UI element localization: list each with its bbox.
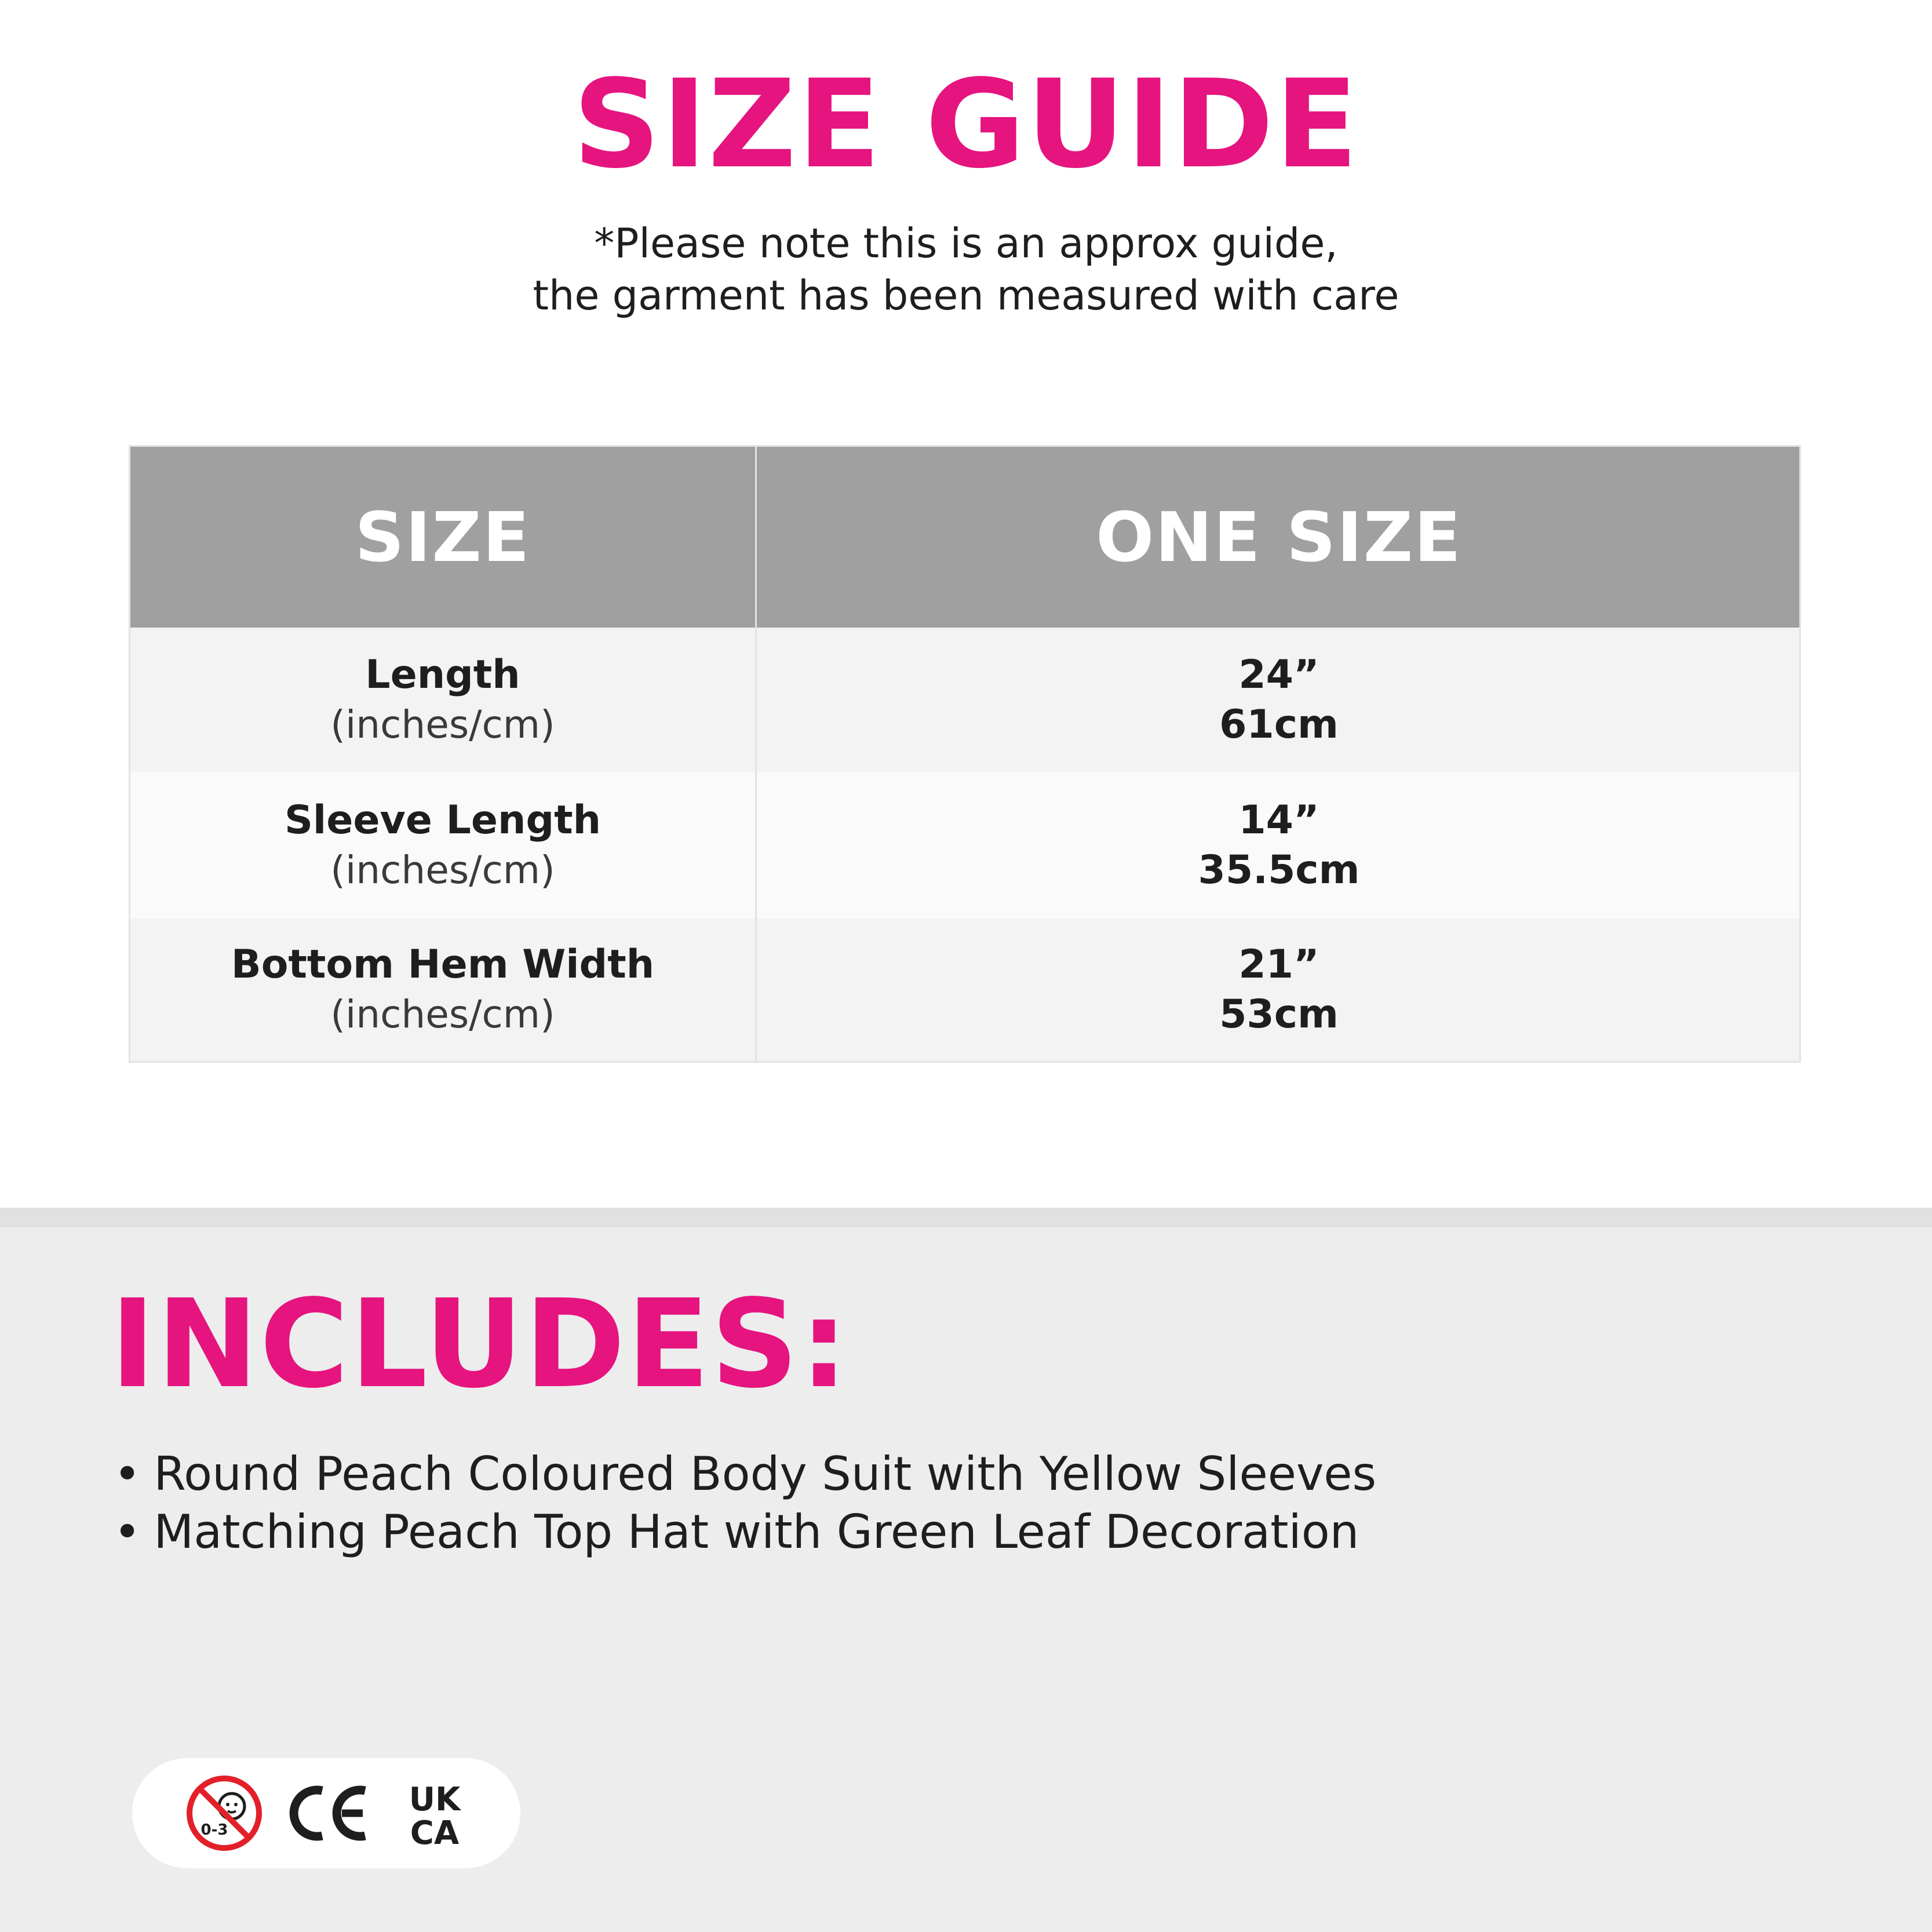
ce-mark-icon: [289, 1784, 372, 1843]
age-warning-text: 0-3: [201, 1821, 228, 1839]
list-item: • Round Peach Coloured Body Suit with Yellow Sleeves: [114, 1445, 1376, 1503]
includes-heading: INCLUDES:: [110, 1273, 850, 1415]
row-unit: (inches/cm): [330, 848, 555, 892]
column-divider: [755, 772, 757, 918]
value-cm: 61cm: [1219, 702, 1339, 748]
value-inches: 21”: [1238, 942, 1319, 987]
row-label: Bottom Hem Width: [231, 942, 655, 987]
safety-badges: [132, 1758, 520, 1868]
size-table: [129, 445, 1801, 1063]
header-cell-size: [130, 447, 755, 628]
guide-note-line-1: *Please note this is an approx guide,: [594, 220, 1338, 267]
column-divider: [755, 918, 757, 1061]
ukca-mark-icon: [400, 1781, 469, 1846]
ukca-top-text: UK: [409, 1781, 461, 1818]
value-inches: 24”: [1238, 652, 1319, 698]
row-value-cell: [757, 772, 1801, 918]
row-value-cell: [757, 628, 1801, 772]
guide-note: [0, 217, 1932, 322]
value-cm: 53cm: [1219, 991, 1339, 1037]
row-label-cell: [130, 918, 755, 1061]
guide-note-line-2: the garment has been measured with care: [533, 272, 1399, 319]
table-row: [130, 918, 1799, 1061]
row-label-cell: [130, 628, 755, 772]
table-row: [130, 628, 1799, 772]
row-unit: (inches/cm): [330, 702, 555, 747]
header-cell-one-size: [757, 447, 1801, 628]
table-header-row: [130, 447, 1799, 628]
row-unit: (inches/cm): [330, 992, 555, 1037]
row-label-cell: [130, 772, 755, 918]
row-label: Sleeve Length: [284, 797, 602, 843]
value-inches: 14”: [1238, 797, 1319, 843]
row-value-cell: [757, 918, 1801, 1061]
column-divider: [755, 628, 757, 772]
row-label: Length: [365, 652, 520, 698]
column-divider: [755, 447, 757, 628]
header-size-label: SIZE: [355, 497, 531, 577]
table-row: [130, 772, 1799, 918]
section-divider-band: [0, 1208, 1932, 1227]
list-item: • Matching Peach Top Hat with Green Leaf Decoration: [114, 1503, 1376, 1561]
header-one-size-label: ONE SIZE: [1096, 497, 1462, 577]
includes-list: [114, 1445, 1376, 1561]
value-cm: 35.5cm: [1198, 847, 1360, 893]
no-under-3-warning-icon: [185, 1774, 263, 1852]
page-title: SIZE GUIDE: [573, 53, 1359, 195]
ukca-bottom-text: CA: [410, 1814, 460, 1846]
